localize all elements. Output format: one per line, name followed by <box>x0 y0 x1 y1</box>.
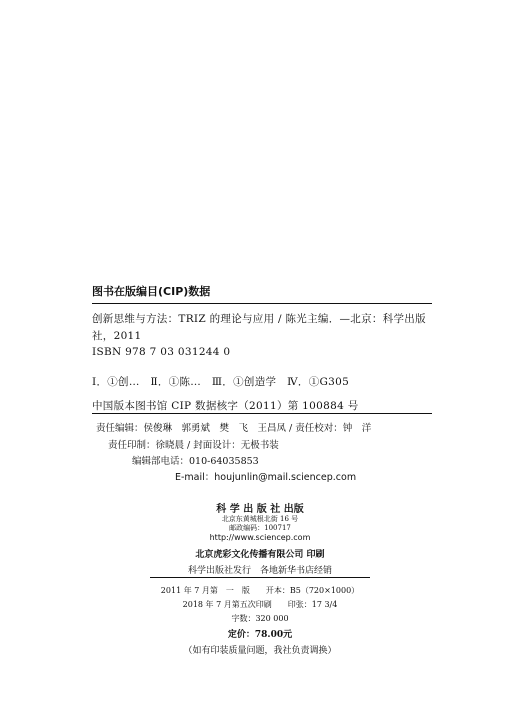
publisher-printer: 北京虎彩文化传播有限公司 印刷 <box>195 550 325 560</box>
cip-block <box>92 283 432 412</box>
publisher-website: http://www.sciencep.com <box>209 533 311 542</box>
publisher-price: 定价：78.00元 <box>227 630 293 640</box>
cip-isbn: ISBN 978 7 03 031244 0 <box>92 346 231 358</box>
cip-record-line2: 社，2011 <box>92 330 142 342</box>
cip-record-line1: 创新思维与方法：TRIZ 的理论与应用 / 陈光主编．—北京：科学出版 <box>92 313 426 325</box>
cip-classification: Ⅰ．①创… Ⅱ．①陈… Ⅲ．①创造学 Ⅳ．①G305 <box>92 376 350 388</box>
cip-library-record: 中国版本图书馆 CIP 数据核字（2011）第 100884 号 <box>92 400 359 412</box>
cip-title: 图书在版编目(CIP)数据 <box>92 283 432 304</box>
credits-printing: 责任印制：徐晓晨 / 封面设计：无极书装 <box>108 440 279 451</box>
edition-divider <box>150 577 370 578</box>
publisher-wordcount: 字数：320 000 <box>231 614 289 623</box>
credits-phone: 编辑部电话：010-64035853 <box>132 456 259 467</box>
cip-divider <box>92 413 432 414</box>
publisher-distribution: 科学出版社发行 各地新华书店经销 <box>187 566 332 576</box>
publisher-notice: （如有印装质量问题，我社负责调换） <box>183 646 337 656</box>
publisher-name: 科 学 出 版 社 出版 <box>216 504 304 515</box>
credits-email: E-mail：houjunlin@mail.sciencep.com <box>175 472 357 483</box>
publisher-edition1: 2011 年 7 月第 一 版 开本：B5（720×1000） <box>160 586 360 595</box>
publisher-postcode: 邮政编码：100717 <box>229 524 291 532</box>
publisher-address: 北京东黄城根北街 16 号 <box>221 515 299 523</box>
credits-editors: 责任编辑：侯俊琳 郭勇斌 樊 飞 王昌凤 / 责任校对：钟 洋 <box>96 423 372 434</box>
publisher-edition2: 2018 年 7 月第五次印刷 印张：17 3/4 <box>182 600 338 609</box>
